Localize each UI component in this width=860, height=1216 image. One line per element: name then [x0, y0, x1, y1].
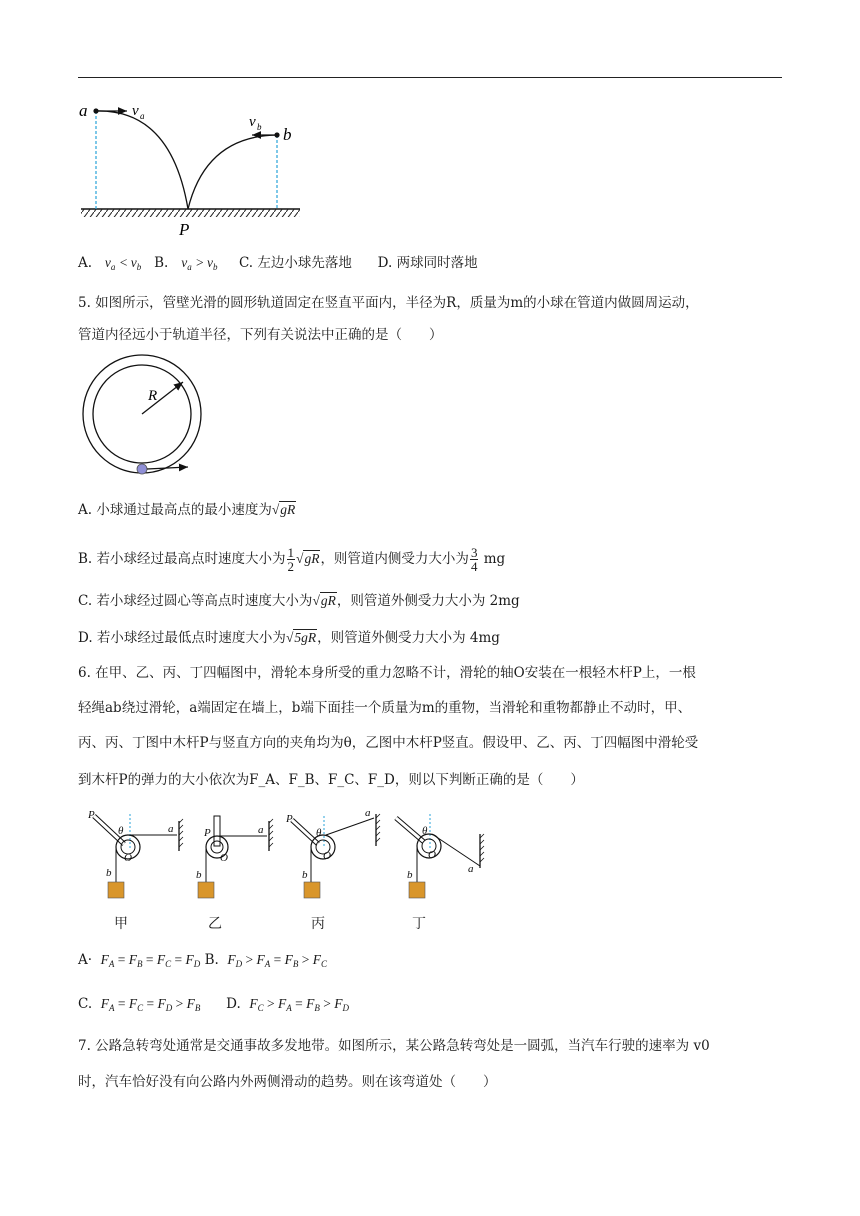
svg-text:O: O	[323, 850, 331, 862]
pulley-yi	[196, 816, 273, 898]
q5-option-c: C. 若小球经过圆心等高点时速度大小为√gR，则管道外侧受力大小为 2mg	[78, 593, 520, 609]
label-b: b	[283, 125, 292, 144]
svg-text:θ: θ	[422, 825, 428, 837]
caption-yi: 乙	[208, 916, 222, 932]
q7-stem-line2: 时，汽车恰好没有向公路内外两侧滑动的趋势。则在该弯道处（ ）	[78, 1074, 497, 1090]
svg-text:b: b	[196, 869, 202, 881]
svg-text:P: P	[88, 809, 95, 821]
pulley-figures	[80, 806, 500, 936]
q5-option-b: B. 若小球经过最高点时速度大小为 $\frac{1}{2}$ √gR，则管道内侧受力大小为 $\frac{3}{4}$ mg	[78, 545, 506, 574]
q5-option-a: A. 小球通过最高点的最小速度为√gR	[78, 502, 296, 518]
label-a: a	[79, 101, 88, 120]
q5-stem-line2: 管道内径远小于轨道半径，下列有关说法中正确的是（ ）	[78, 327, 443, 343]
label-va: v	[132, 103, 139, 119]
q6-options-cd: C. $F_A = F_C = F_D > F_B$ D. $F_C > F_A = F_B > F_D$	[78, 996, 349, 1013]
svg-text:b: b	[302, 869, 308, 881]
svg-text:θ: θ	[316, 827, 322, 839]
svg-text:O: O	[220, 852, 228, 864]
caption-jia: 甲	[114, 916, 128, 932]
svg-text:a: a	[140, 111, 145, 121]
label-p: P	[179, 220, 190, 239]
caption-ding: 丁	[412, 916, 426, 932]
svg-text:b: b	[106, 867, 112, 879]
pulley-ding	[396, 814, 484, 898]
svg-text:O: O	[428, 849, 436, 861]
svg-text:a: a	[468, 863, 474, 875]
svg-text:b: b	[257, 122, 262, 132]
svg-text:P: P	[286, 813, 293, 825]
q4-options: A. $v_a < v_b$ B. $v_a > v_b$ C. 左边小球先落地 D. 两球同时落地	[78, 255, 478, 272]
q6-stem-line3: 丙、丙、丁图中木杆P与竖直方向的夹角均为θ，乙图中木杆P竖直。假设甲、乙、丙、丁四幅图中滑轮受	[78, 735, 699, 751]
pulley-jia	[87, 809, 183, 898]
q5-stem-line1: 5. 如图所示，管壁光滑的圆形轨道固定在竖直平面内，半径为R，质量为m的小球在管道内做圆周运动，	[78, 295, 699, 311]
svg-text:θ: θ	[118, 825, 124, 837]
q6-stem-line4: 到木杆P的弹力的大小依次为F_A、F_B、F_C、F_D，则以下判断正确的是（ ）	[78, 772, 584, 788]
q5-option-d: D. 若小球经过最低点时速度大小为√5gR，则管道外侧受力大小为 4mg	[78, 630, 500, 646]
caption-bing: 丙	[311, 916, 325, 932]
circular-track-figure	[78, 352, 220, 482]
svg-text:a: a	[258, 824, 264, 836]
q7-stem-line1: 7. 公路急转弯处通常是交通事故多发地带。如图所示，某公路急转弯处是一圆弧，当汽车行驶的速率为 v0	[78, 1038, 710, 1054]
ball	[137, 464, 147, 474]
svg-text:b: b	[407, 869, 413, 881]
q6-stem-line1: 6. 在甲、乙、丙、丁四幅图中，滑轮本身所受的重力忽略不计，滑轮的轴O安装在一根轻木杆P上，一根	[78, 665, 696, 681]
svg-text:P: P	[204, 827, 211, 839]
svg-text:a: a	[365, 807, 371, 819]
svg-text:O: O	[124, 852, 132, 864]
label-r: R	[148, 388, 158, 404]
header-rule	[78, 77, 782, 78]
pulley-bing	[285, 807, 380, 898]
q6-stem-line2: 轻绳ab绕过滑轮，a端固定在墙上，b端下面挂一个质量为m的重物，当滑轮和重物都静止不动时，甲、	[78, 700, 692, 716]
q6-options-ab: $A\cdot F_A = F_B = F_C = F_D$ B. $F_D > F_A = F_B > F_C$	[78, 952, 327, 969]
label-vb: v	[249, 114, 256, 130]
point-b	[274, 132, 279, 137]
svg-text:a: a	[168, 823, 174, 835]
projectile-figure	[76, 92, 308, 242]
point-a	[93, 108, 98, 113]
